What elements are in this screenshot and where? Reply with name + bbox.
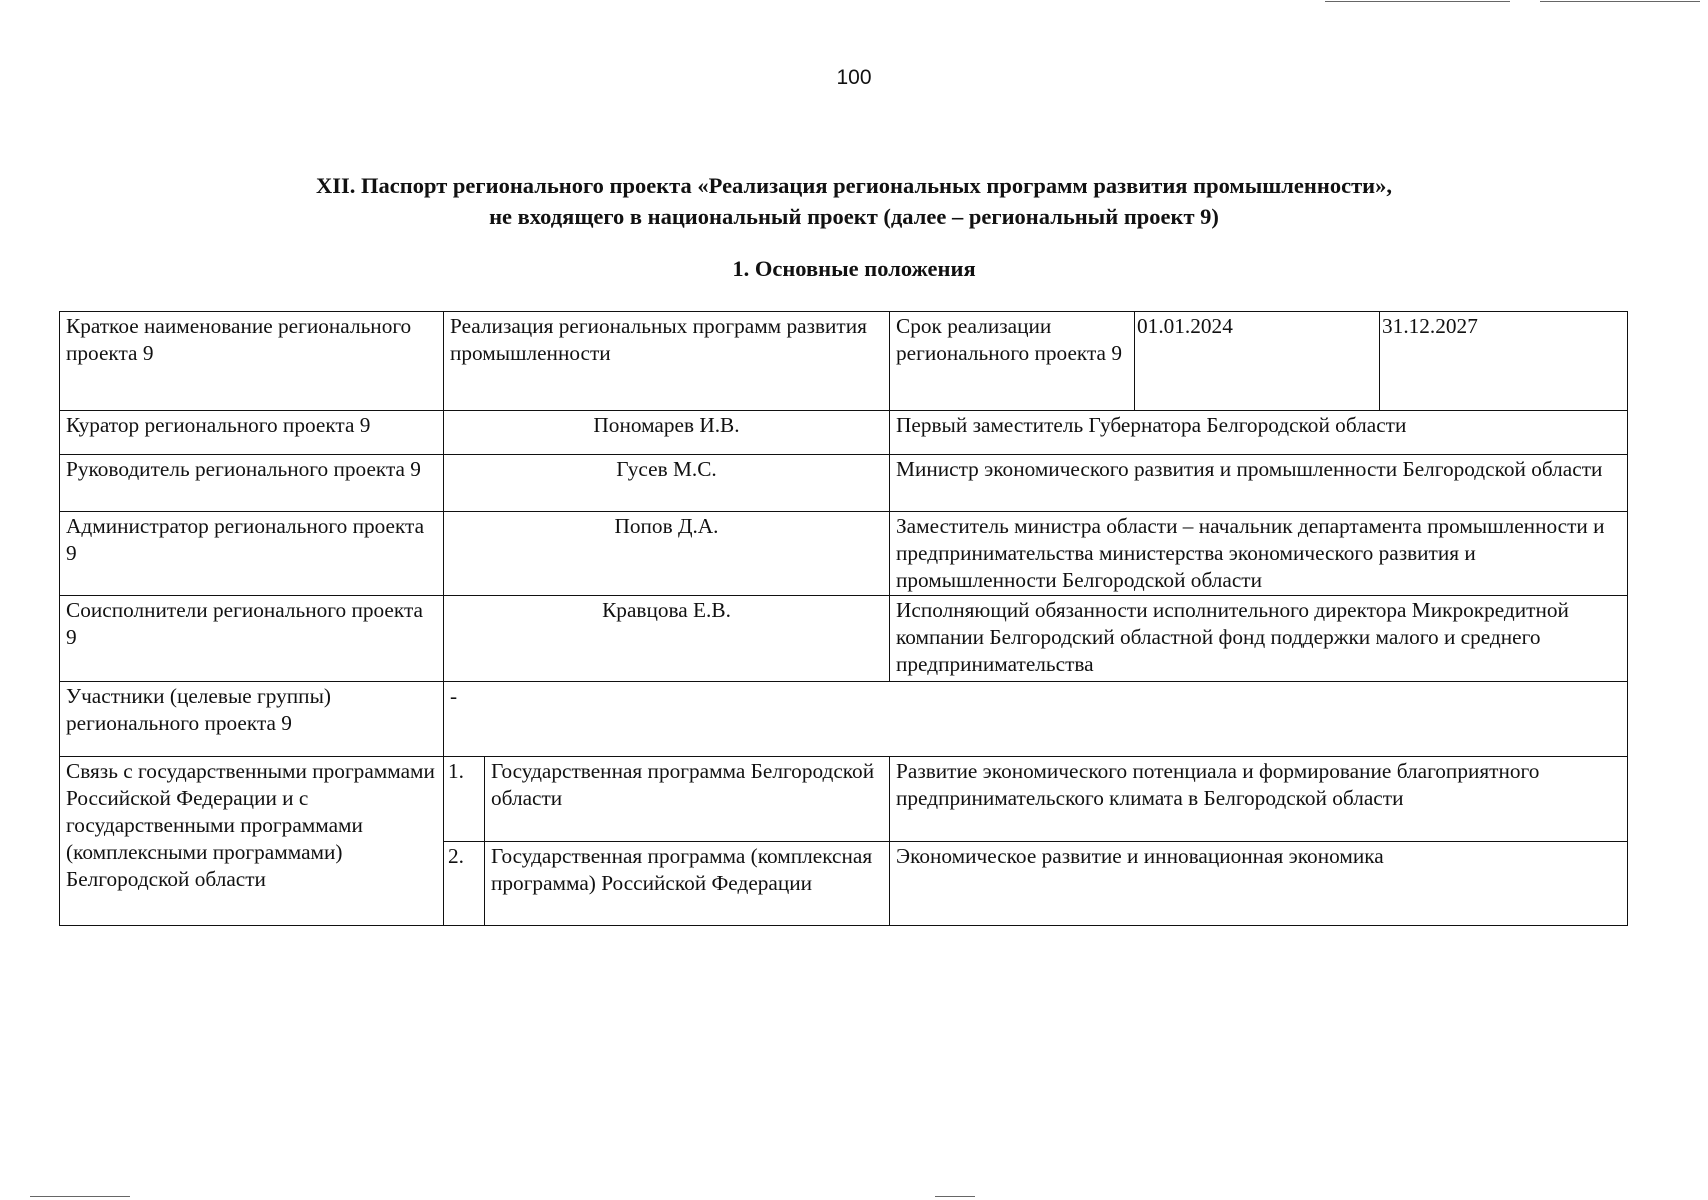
program-2-number: 2.: [444, 842, 485, 926]
scan-artifact-line: [1325, 1, 1510, 2]
participants-value: -: [444, 682, 1628, 757]
participants-label: Участники (целевые группы) регионального проекта 9: [60, 682, 444, 757]
title-line-2: не входящего в национальный проект (далее – региональный проект 9): [489, 204, 1219, 229]
program-1-number: 1.: [444, 757, 485, 842]
scan-artifact-line: [1540, 1, 1700, 2]
section-heading: 1. Основные положения: [732, 256, 976, 281]
short-name-label: Краткое наименование регионального проекта 9: [60, 312, 444, 411]
curator-label: Куратор регионального проекта 9: [60, 411, 444, 455]
scan-artifact-line: [935, 1196, 975, 1197]
title-line-1: XII. Паспорт регионального проекта «Реализация региональных программ развития промышленности»,: [316, 173, 1392, 198]
co-executors-person: Кравцова Е.В.: [444, 596, 890, 682]
end-date: 31.12.2027: [1380, 312, 1628, 411]
administrator-person: Попов Д.А.: [444, 512, 890, 596]
table-row-short-name: [60, 312, 1628, 411]
document-title: [0, 170, 1708, 232]
table-row-head: [60, 455, 1628, 512]
administrator-position: Заместитель министра области – начальник департамента промышленности и предпринимательства министерства экономического развития и промышленности Белгородской области: [890, 512, 1628, 596]
table-row-administrator: [60, 512, 1628, 596]
program-2-type: Государственная программа (комплексная программа) Российской Федерации: [485, 842, 890, 926]
administrator-label: Администратор регионального проекта 9: [60, 512, 444, 596]
page-number: 100: [836, 66, 872, 89]
program-1-name: Развитие экономического потенциала и формирование благоприятного предпринимательского климата в Белгородской области: [890, 757, 1628, 842]
curator-position: Первый заместитель Губернатора Белгородской области: [890, 411, 1628, 455]
programs-label: Связь с государственными программами Российской Федерации и с государственными программами (комплексными программами) Белгородской области: [60, 757, 444, 926]
program-1-type: Государственная программа Белгородской области: [485, 757, 890, 842]
table-row-program-1: [60, 757, 1628, 842]
term-label: Срок реализации регионального проекта 9: [890, 312, 1135, 411]
curator-person: Пономарев И.В.: [444, 411, 890, 455]
scan-artifact-line: [30, 1196, 130, 1197]
head-person: Гусев М.С.: [444, 455, 890, 512]
start-date: 01.01.2024: [1135, 312, 1380, 411]
head-position: Министр экономического развития и промышленности Белгородской области: [890, 455, 1628, 512]
co-executors-position: Исполняющий обязанности исполнительного директора Микрокредитной компании Белгородский областной фонд поддержки малого и среднего предпринимательства: [890, 596, 1628, 682]
program-2-name: Экономическое развитие и инновационная экономика: [890, 842, 1628, 926]
short-name-value: Реализация региональных программ развития промышленности: [444, 312, 890, 411]
table-row-co-executors: [60, 596, 1628, 682]
table-row-curator: [60, 411, 1628, 455]
project-passport-table: [59, 311, 1628, 926]
co-executors-label: Соисполнители регионального проекта 9: [60, 596, 444, 682]
head-label: Руководитель регионального проекта 9: [60, 455, 444, 512]
table-row-participants: [60, 682, 1628, 757]
